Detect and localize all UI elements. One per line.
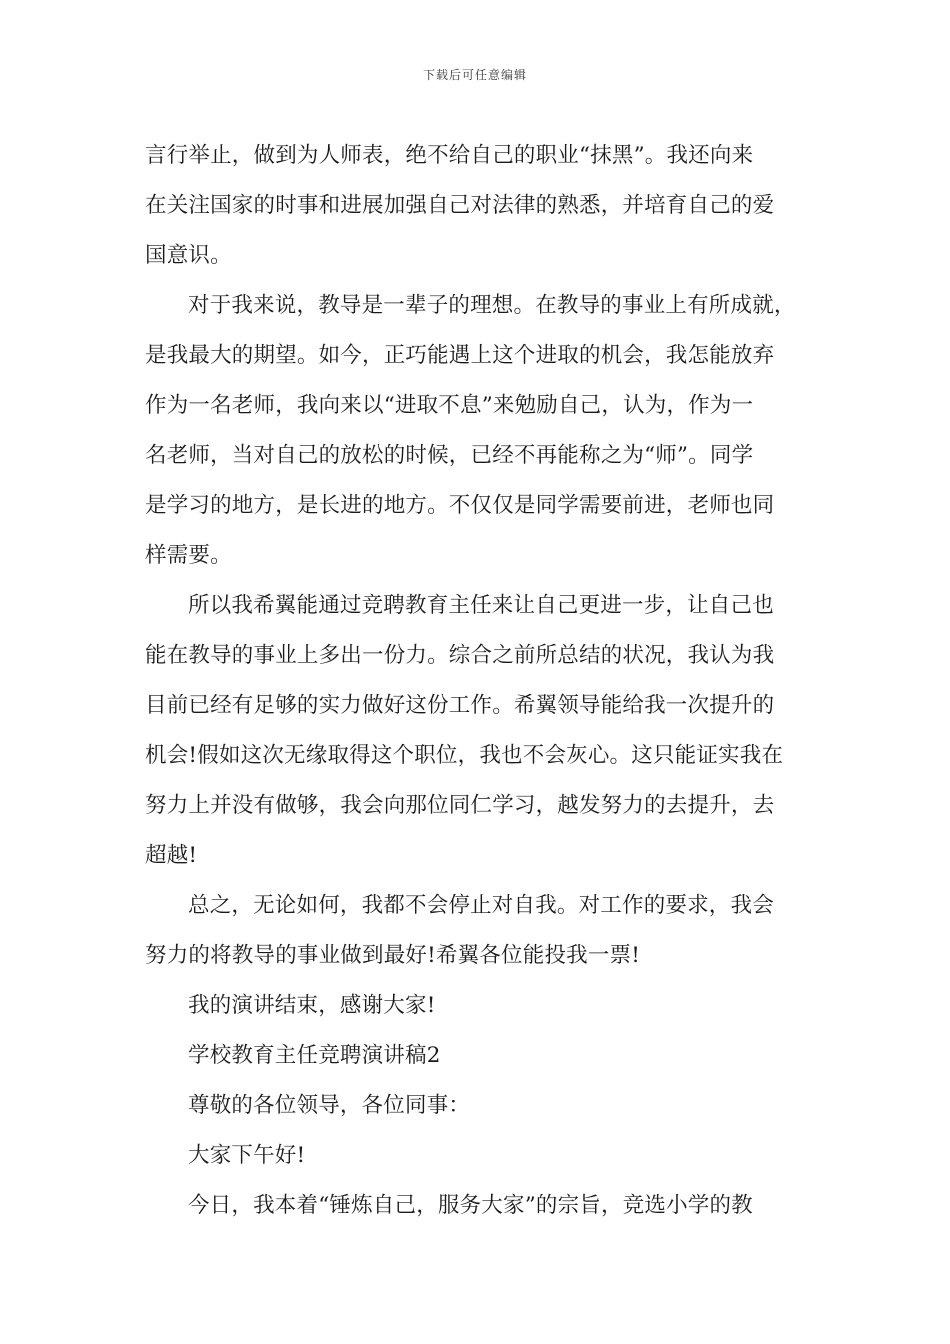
text-line: 名老师，当对自己的放松的时候，已经不再能称之为“师”。同学 (145, 443, 754, 468)
text-line: 对于我来说，教导是一辈子的理想。在教导的事业上有所成就， (188, 293, 796, 318)
document-body (145, 131, 805, 1231)
text-line: 我的演讲结束，感谢大家! (188, 993, 436, 1018)
text-line: 超越! (145, 843, 198, 868)
text-line: 目前已经有足够的实力做好这份工作。希翼领导能给我一次提升的 (145, 693, 775, 718)
text-line: 机会!假如这次无缘取得这个职位，我也不会灰心。这只能证实我在 (145, 743, 784, 768)
text-line: 能在教导的事业上多出一份力。综合之前所总结的状况，我认为我 (145, 643, 775, 668)
text-line: 言行举止，做到为人师表，绝不给自己的职业“抹黑”。我还向来 (145, 143, 754, 168)
text-line: 样需要。 (145, 543, 232, 568)
text-line: 在关注国家的时事和进展加强自己对法律的熟悉，并培育自己的爱 (145, 193, 775, 218)
text-line: 今日，我本着“锤炼自己，服务大家”的宗旨，竞选小学的教 (188, 1193, 753, 1218)
text-line: 总之，无论如何，我都不会停止对自我。对工作的要求，我会 (188, 893, 774, 918)
text-line: 努力上并没有做够，我会向那位同仁学习，越发努力的去提升，去 (145, 793, 775, 818)
text-line: 国意识。 (145, 243, 232, 268)
text-line: 是学习的地方，是长进的地方。不仅仅是同学需要前进，老师也同 (145, 493, 775, 518)
text-line: 是我最大的期望。如今，正巧能遇上这个进取的机会，我怎能放弃 (145, 343, 775, 368)
page-header: 下载后可任意编辑 (422, 68, 527, 82)
text-line: 大家下午好! (188, 1143, 306, 1168)
text-line: 所以我希翼能通过竞聘教育主任来让自己更进一步，让自己也 (188, 593, 774, 618)
text-line: 尊敬的各位领导，各位同事： (188, 1093, 471, 1118)
text-line: 努力的将教导的事业做到最好!希翼各位能投我一票! (145, 943, 641, 968)
text-line: 作为一名老师，我向来以“进取不息”来勉励自己，认为，作为一 (145, 393, 754, 418)
text-line: 学校教育主任竞聘演讲稿2 (188, 1043, 441, 1068)
